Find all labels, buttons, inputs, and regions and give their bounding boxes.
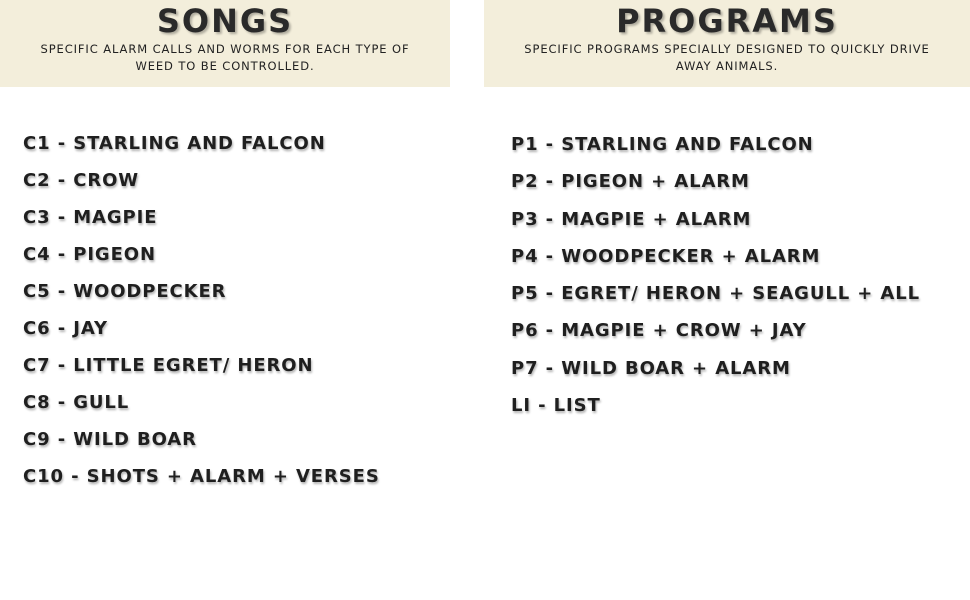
list-item: P2 - PIGEON + ALARM	[511, 171, 750, 193]
songs-subtitle: SPECIFIC ALARM CALLS AND WORMS FOR EACH TYPE OF WEED TO BE CONTROLLED.	[40, 42, 410, 73]
list-item: P6 - MAGPIE + CROW + JAY	[511, 320, 807, 342]
list-item: C2 - CROW	[23, 170, 140, 191]
list-item: C4 - PIGEON	[23, 244, 156, 265]
list-item: C10 - SHOTS + ALARM + VERSES	[23, 466, 380, 487]
programs-title: PROGRAMS	[616, 2, 838, 40]
songs-list	[23, 125, 443, 495]
list-item: C1 - STARLING AND FALCON	[23, 133, 326, 154]
list-item: P4 - WOODPECKER + ALARM	[511, 245, 821, 267]
list-item: C8 - GULL	[23, 392, 130, 413]
list-item: C7 - LITTLE EGRET/ HERON	[23, 355, 314, 376]
list-item: C3 - MAGPIE	[23, 207, 158, 228]
list-item: P7 - WILD BOAR + ALARM	[511, 357, 791, 379]
list-item: P5 - EGRET/ HERON + SEAGULL + ALL	[511, 283, 920, 305]
list-item: P3 - MAGPIE + ALARM	[511, 208, 752, 230]
programs-header	[484, 0, 970, 87]
songs-header	[0, 0, 450, 87]
programs-subtitle: SPECIFIC PROGRAMS SPECIALLY DESIGNED TO QUICKLY DRIVE AWAY ANIMALS.	[524, 42, 930, 73]
list-item: C6 - JAY	[23, 318, 108, 339]
list-item: C9 - WILD BOAR	[23, 429, 197, 450]
list-item: P1 - STARLING AND FALCON	[511, 134, 814, 155]
programs-list	[511, 126, 966, 424]
list-item: C5 - WOODPECKER	[23, 281, 227, 302]
songs-title: SONGS	[156, 2, 294, 40]
list-item: LI - LIST	[511, 395, 601, 417]
